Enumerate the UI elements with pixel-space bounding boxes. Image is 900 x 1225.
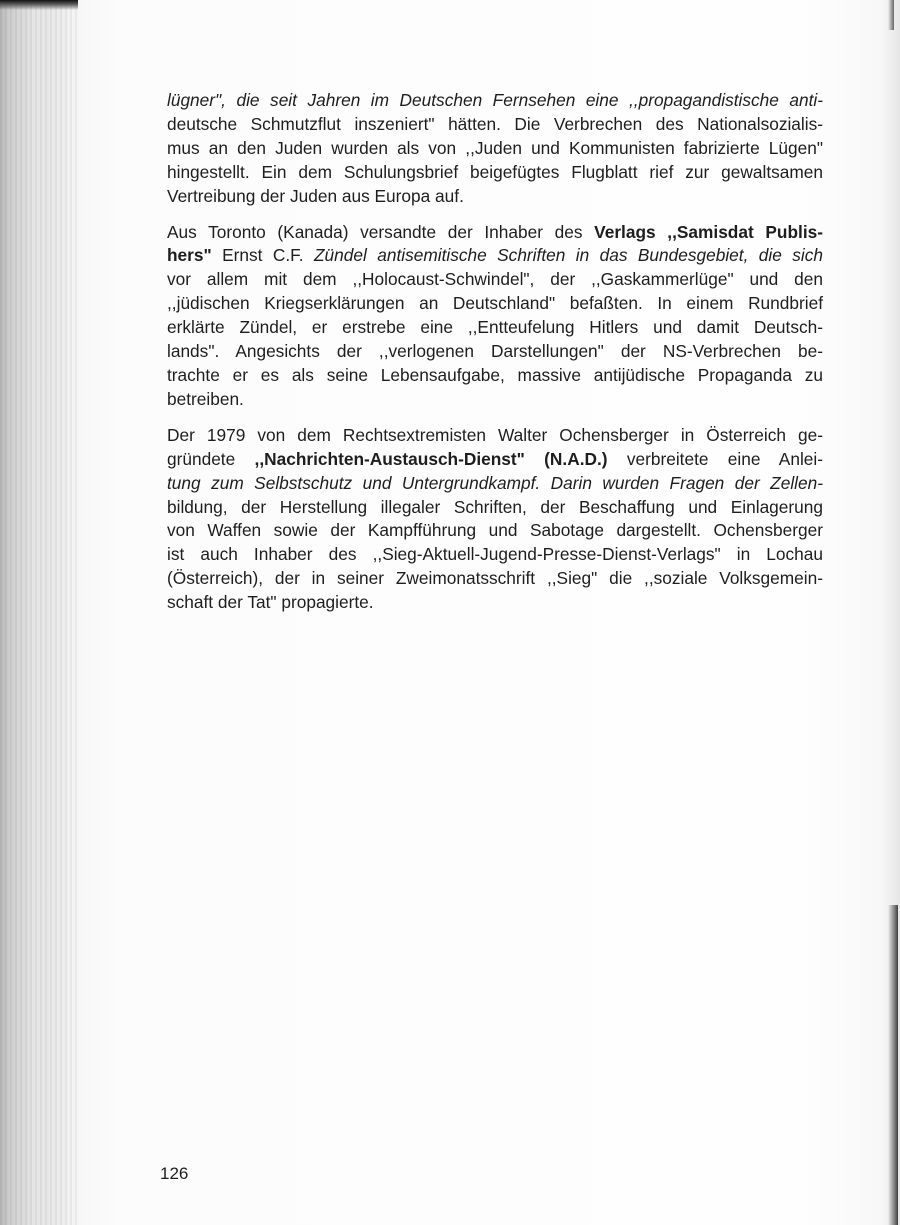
text-line [167, 292, 823, 316]
scan-shadow-bottom-right [888, 905, 898, 1225]
text-run: trachte er es als seine Lebensaufgabe, massive antijüdische Propaganda zu [167, 364, 823, 385]
text-line [167, 519, 823, 543]
text-run: hingestellt. Ein dem Schulungsbrief beigefügtes Flugblatt rief zur gewaltsamen [167, 161, 823, 182]
bold-text: ,,Nachrichten-Austausch-Dienst" (N.A.D.) [254, 448, 608, 469]
text-line [167, 543, 823, 567]
bold-text: Verlags ,,Samisdat Publis- [594, 221, 823, 242]
text-line [167, 567, 823, 591]
paragraph [167, 89, 823, 209]
text-run: bildung, der Herstellung illegaler Schriften, der Beschaffung und Einlagerung [167, 496, 823, 517]
italic-text: lügner", die seit Jahren im Deutschen Fernsehen eine ,,propagandistische anti- [167, 90, 823, 110]
text-run: schaft der Tat" propagierte. [167, 592, 374, 613]
bold-text: hers" [167, 245, 212, 266]
text-run: Vertreibung der Juden aus Europa auf. [167, 185, 464, 206]
scan-shadow-top-right [888, 0, 894, 30]
text-line [167, 364, 823, 388]
paragraph [167, 221, 823, 412]
text-line [167, 89, 823, 113]
text-line [167, 424, 823, 448]
text-run: von Waffen sowie der Kampfführung und Sabotage dargestellt. Ochensberger [167, 520, 823, 541]
text-run: (Österreich), der in seiner Zweimonatsschrift ,,Sieg" die ,,soziale Volksgemein- [167, 568, 823, 589]
text-line [167, 316, 823, 340]
text-line [167, 161, 823, 185]
text-line [167, 472, 823, 496]
text-line [167, 244, 823, 268]
body-text [167, 89, 823, 627]
text-run: ,,jüdischen Kriegserklärungen an Deutschland" befaßten. In einem Rundbrief [167, 293, 823, 314]
text-line [167, 340, 823, 364]
text-line [167, 221, 823, 245]
text-line [167, 113, 823, 137]
text-run: verbreitete eine Anlei- [607, 448, 823, 469]
text-run: mus an den Juden wurden als von ,,Juden und Kommunisten fabrizierte Lügen" [167, 137, 823, 158]
paragraph [167, 424, 823, 615]
text-run: vor allem mit dem ,,Holocaust-Schwindel", der ,,Gaskammerlüge" und den [167, 269, 823, 290]
text-run: Ernst C.F. [211, 245, 314, 266]
text-run: Der 1979 von dem Rechtsextremisten Walter Ochensberger in Österreich ge- [167, 424, 823, 445]
text-run: lands". Angesichts der ,,verlogenen Darstellungen" der NS-Verbrechen be- [167, 341, 823, 362]
text-line [167, 185, 823, 209]
page-number: 126 [160, 1164, 189, 1183]
text-line [167, 448, 823, 472]
text-run: erklärte Zündel, er erstrebe eine ,,Entteufelung Hitlers und damit Deutsch- [167, 317, 823, 338]
text-line [167, 591, 823, 615]
italic-text: tung zum Selbstschutz und Untergrundkampf. Darin wurden Fragen der Zellen- [167, 472, 823, 493]
text-line [167, 496, 823, 520]
text-run: deutsche Schmutzflut inszeniert" hätten. Die Verbrechen des Nationalsozialis- [167, 113, 823, 134]
text-run: betreiben. [167, 388, 244, 409]
text-line [167, 268, 823, 292]
scan-shadow-top-left [0, 0, 78, 10]
book-binding-edge [0, 0, 80, 1225]
text-run: ist auch Inhaber des ,,Sieg-Aktuell-Jugend-Presse-Dienst-Verlags" in Lochau [167, 544, 823, 565]
text-line [167, 137, 823, 161]
italic-text: Zündel antisemitische Schriften in das Bundesgebiet, die sich [314, 245, 823, 266]
text-line [167, 388, 823, 412]
text-run: Aus Toronto (Kanada) versandte der Inhaber des [167, 221, 595, 242]
text-run: gründete [167, 448, 255, 469]
